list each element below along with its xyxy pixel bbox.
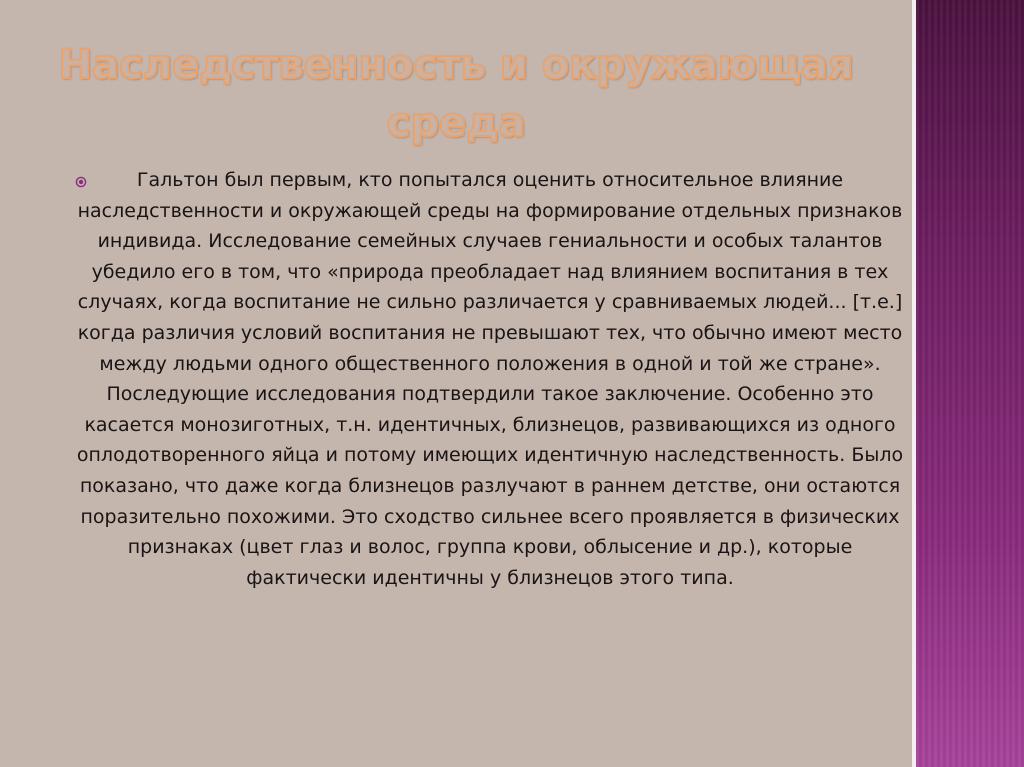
side-panel-texture — [916, 0, 1024, 767]
slide-title: Наследственность и окружающая среда — [58, 42, 854, 146]
bullet-paragraph: Гальтон был первым, кто попытался оценить относительное влияние наследственности и окружающей среды на формирование отдельных признаков индивида. Исследование семейных случаев гениальности и особых талантов убедило его в том, что «природа преобладает над влиянием воспитания в тех случаях, когда воспитание не сильно различается у сравниваемых людей... [т.е.] когда различия условий воспитания не превышают тех, что обычно имеют место между людьми одного общественного положения в одной и той же стране». Последующие исследования подтвердили такое заключение. Особенно это касается монозиготных, т.н. идентичных, близнецов, развивающихся из одного оплодотворенного яйца и потому имеющих идентичную наследственность. Было показано, что даже когда близнецов разлучают в раннем детстве, они остаются поразительно похожими. Это сходство сильнее всего проявляется в физических признаках (цвет глаз и волос, группа крови, облысение и др.), которые фактически идентичны у близнецов этого типа. — [76, 169, 904, 589]
decorative-side-panel — [916, 0, 1024, 767]
